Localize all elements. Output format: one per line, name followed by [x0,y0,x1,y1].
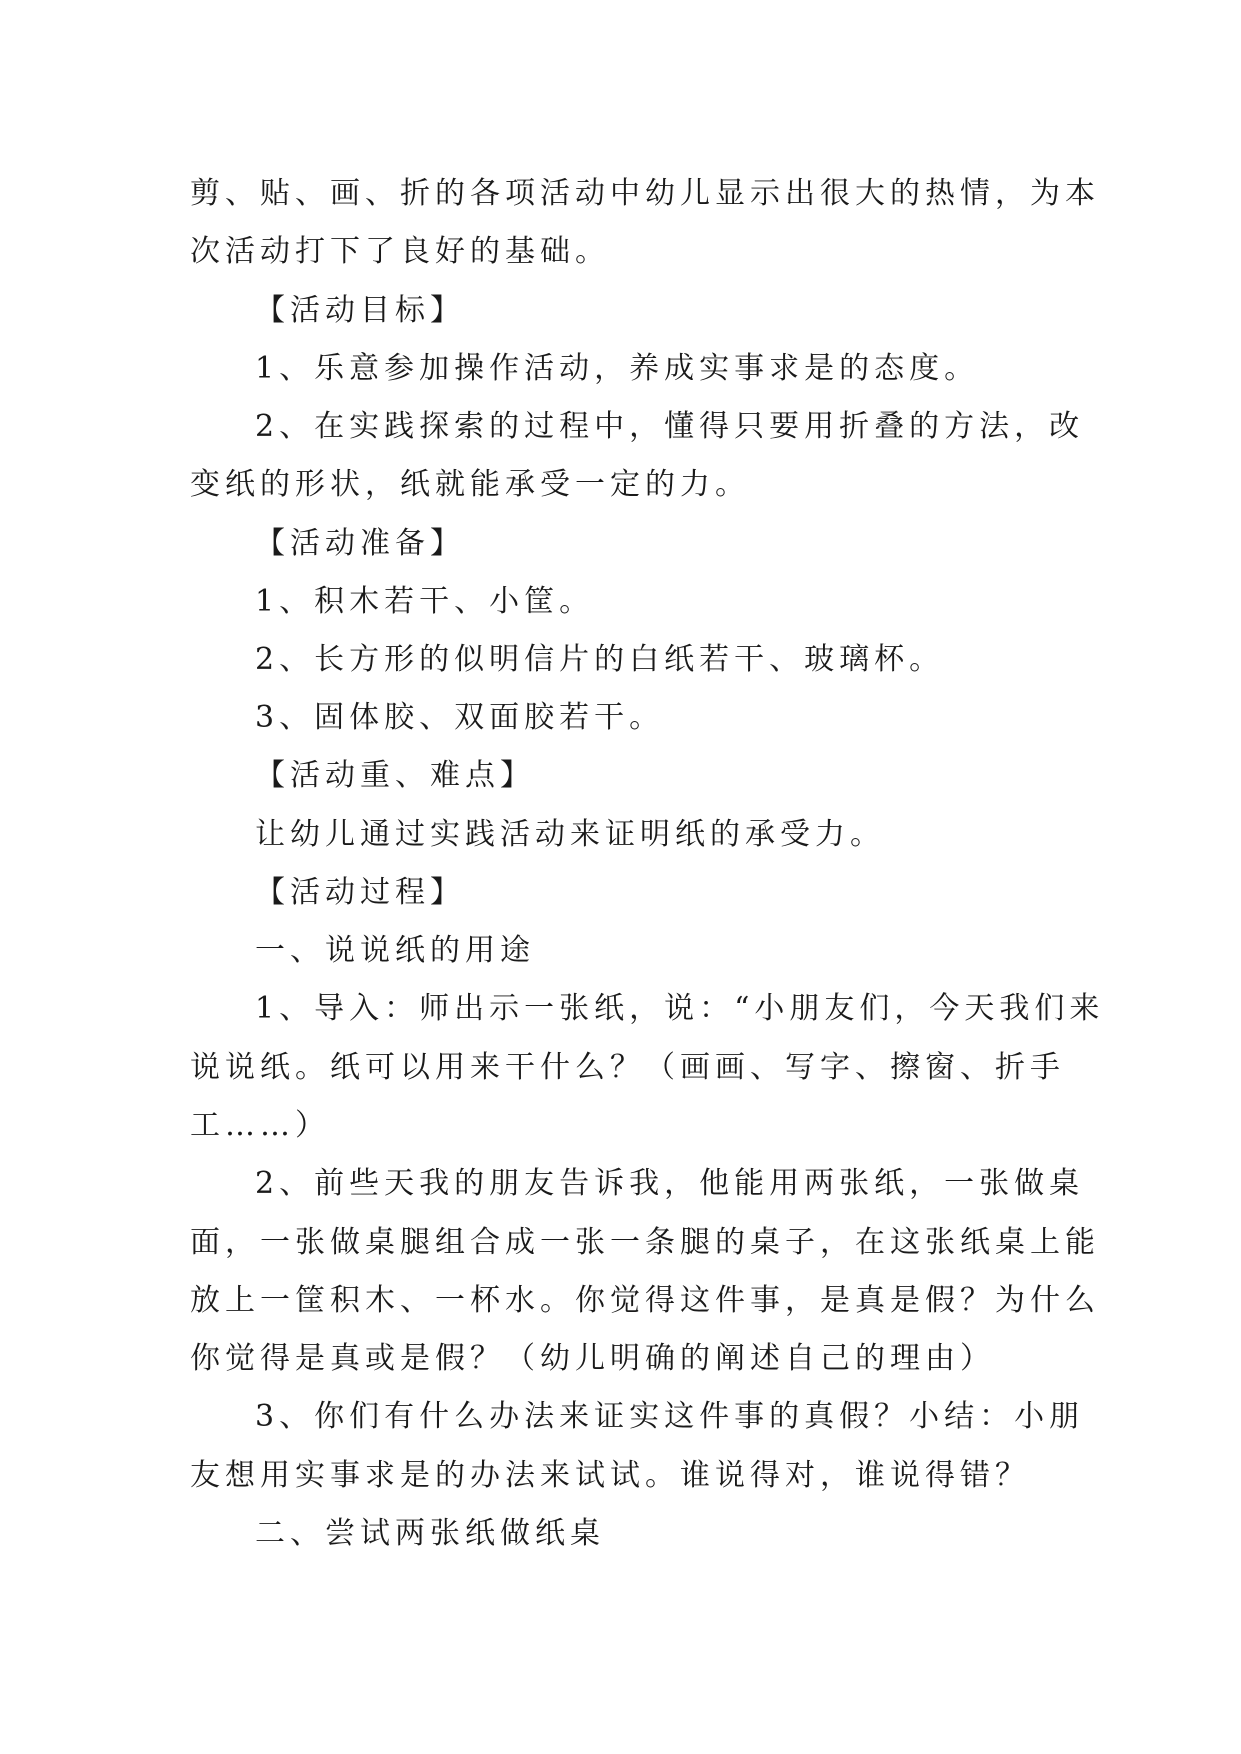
paragraph-line: 说说纸。纸可以用来干什么？（画画、写字、擦窗、折手 [190,1050,1065,1085]
paragraph-line: 次活动打下了良好的基础。 [190,234,610,269]
paragraph-line: 工……） [190,1108,330,1143]
paragraph-line: 你觉得是真或是假？（幼儿明确的阐述自己的理由） [190,1341,995,1376]
paragraph-line: 友想用实事求是的办法来试试。谁说得对，谁说得错？ [190,1458,1030,1493]
list-item: 1、导入：师出示一张纸，说：“小朋友们，今天我们来 [255,991,1105,1026]
section-heading: 【活动过程】 [255,875,465,910]
section-heading: 【活动重、难点】 [255,758,535,793]
list-item: 2、在实践探索的过程中，懂得只要用折叠的方法，改 [255,409,1085,444]
section-heading: 【活动准备】 [255,526,465,561]
paragraph-line: 剪、贴、画、折的各项活动中幼儿显示出很大的热情，为本 [190,176,1100,211]
list-item: 1、乐意参加操作活动，养成实事求是的态度。 [255,351,980,386]
paragraph-line: 变纸的形状，纸就能承受一定的力。 [190,467,750,502]
list-item: 2、前些天我的朋友告诉我，他能用两张纸，一张做桌 [255,1166,1085,1201]
list-item: 1、积木若干、小筐。 [255,584,595,619]
paragraph-line: 放上一筐积木、一杯水。你觉得这件事，是真是假？为什么 [190,1283,1100,1318]
list-item: 3、你们有什么办法来证实这件事的真假？小结：小朋 [255,1399,1085,1434]
subsection-heading: 一、说说纸的用途 [255,933,535,968]
subsection-heading: 二、尝试两张纸做纸桌 [255,1516,605,1551]
paragraph-line: 面，一张做桌腿组合成一张一条腿的桌子，在这张纸桌上能 [190,1225,1100,1260]
list-item: 3、固体胶、双面胶若干。 [255,700,665,735]
list-item: 2、长方形的似明信片的白纸若干、玻璃杯。 [255,642,945,677]
section-heading: 【活动目标】 [255,293,465,328]
paragraph-line: 让幼儿通过实践活动来证明纸的承受力。 [255,817,885,852]
